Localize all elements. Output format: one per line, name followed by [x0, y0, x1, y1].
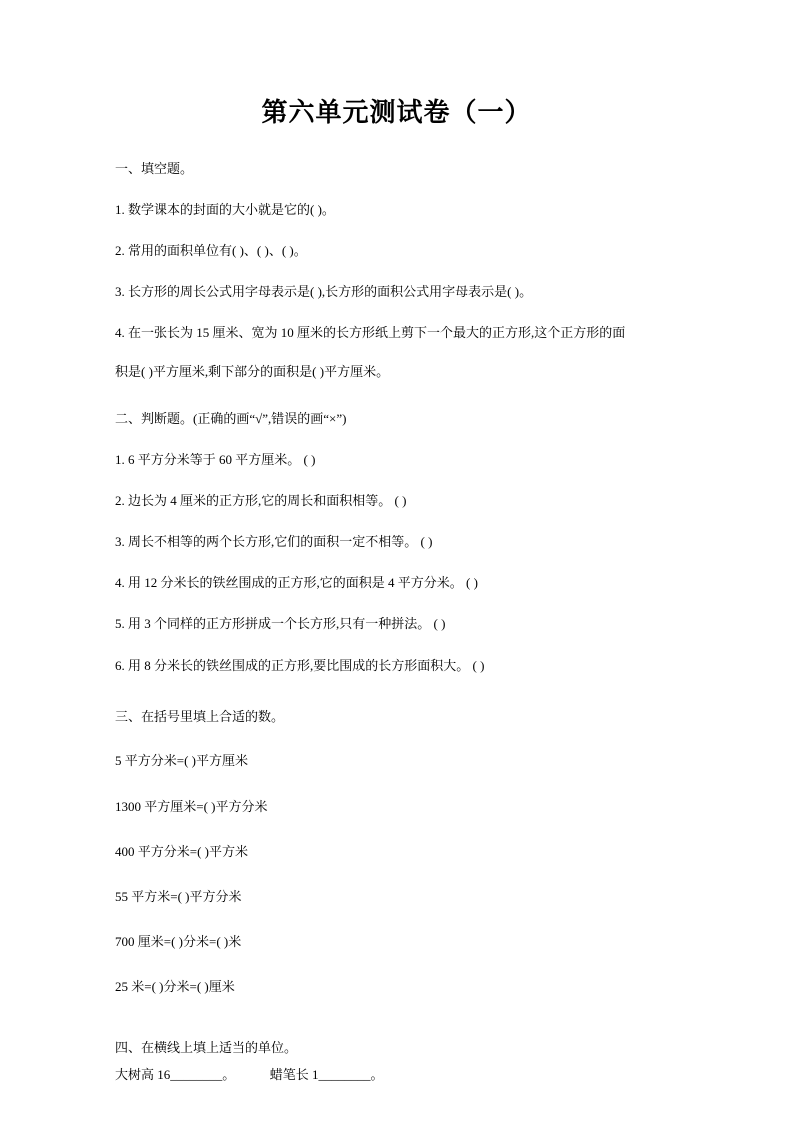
section-heading-true-false: 二、判断题。(正确的画“√”,错误的画“×”)	[115, 411, 347, 427]
question-item: 3. 周长不相等的两个长方形,它们的面积一定不相等。 ( )	[115, 534, 433, 550]
question-item: 4. 在一张长为 15 厘米、宽为 10 厘米的长方形纸上剪下一个最大的正方形,这个正方形的面	[115, 325, 626, 341]
question-item: 3. 长方形的周长公式用字母表示是( ),长方形的面积公式用字母表示是( )。	[115, 283, 533, 299]
question-item: 5. 用 3 个同样的正方形拼成一个长方形,只有一种拼法。 ( )	[115, 616, 446, 632]
conversion-item: 1300 平方厘米=( )平方分米	[115, 798, 268, 814]
question-item: 2. 边长为 4 厘米的正方形,它的周长和面积相等。 ( )	[115, 493, 407, 509]
conversion-item: 25 米=( )分米=( )厘米	[115, 978, 235, 994]
question-item: 1. 数学课本的封面的大小就是它的( )。	[115, 201, 335, 217]
fill-units-right: 蜡笔长 1________。	[269, 1066, 384, 1082]
section-heading-fill-units: 四、在横线上填上适当的单位。	[115, 1039, 298, 1055]
page-title: 第六单元测试卷（一）	[261, 98, 532, 127]
conversion-item: 400 平方分米=( )平方米	[115, 843, 248, 859]
question-item: 4. 用 12 分米长的铁丝围成的正方形,它的面积是 4 平方分米。 ( )	[115, 575, 478, 591]
fill-units-line	[115, 1065, 678, 1086]
conversion-item: 700 厘米=( )分米=( )米	[115, 933, 242, 949]
conversion-item: 5 平方分米=( )平方厘米	[115, 753, 248, 769]
question-item: 2. 常用的面积单位有( )、( )、( )。	[115, 242, 307, 258]
question-item-continuation: 积是( )平方厘米,剩下部分的面积是( )平方厘米。	[115, 364, 390, 380]
question-item: 1. 6 平方分米等于 60 平方厘米。 ( )	[115, 452, 316, 468]
conversion-item: 55 平方米=( )平方分米	[115, 888, 242, 904]
section-heading-fill-blanks: 一、填空题。	[115, 161, 194, 176]
question-item: 6. 用 8 分米长的铁丝围成的正方形,要比围成的长方形面积大。 ( )	[115, 657, 485, 673]
fill-units-left: 大树高 16________。	[115, 1066, 236, 1082]
section-heading-unit-conversion: 三、在括号里填上合适的数。	[115, 708, 285, 724]
